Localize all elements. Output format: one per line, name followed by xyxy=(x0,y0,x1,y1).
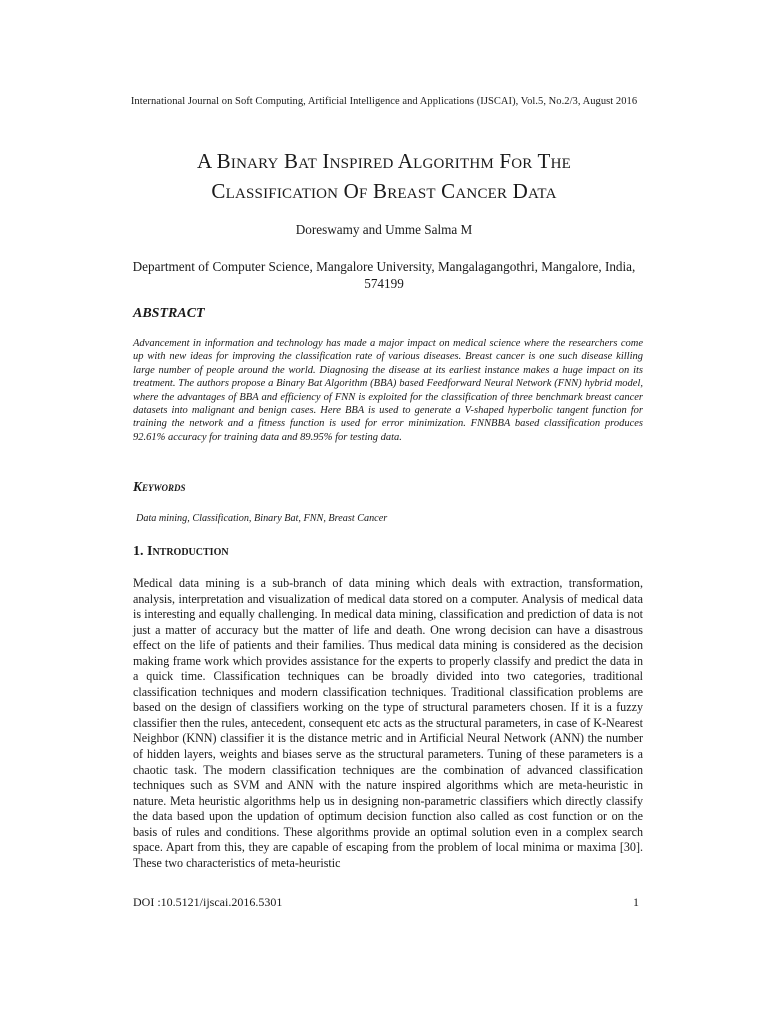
title-line-1: A Binary Bat Inspired Algorithm For The xyxy=(197,149,571,173)
keywords-text: Data mining, Classification, Binary Bat, FNN, Breast Cancer xyxy=(136,513,388,524)
page-number: 1 xyxy=(633,895,639,909)
affiliation: Department of Computer Science, Mangalore University, Mangalagangothri, Mangalore, India, 574199 xyxy=(132,259,636,291)
footer-doi: DOI :10.5121/ijscai.2016.5301 xyxy=(133,895,283,909)
running-header: International Journal on Soft Computing, Artificial Intelligence and Applications (IJSCAI), Vol.5, No.2/3, August 2016 xyxy=(130,96,638,107)
paper-title xyxy=(0,146,768,206)
abstract-text: Advancement in information and technology has made a major impact on medical science where the researchers come up with new ideas for improving the classification rate of various diseases. Breast cancer is one such disease killing large number of people around the world. Diagnosing the disease at its earliest instance makes a huge impact on its treatment. The authors propose a Binary Bat Algorithm (BBA) based Feedforward Neural Network (FNN) hybrid model, where the advantages of BBA and efficiency of FNN is exploited for the classification of three benchmark breast cancer datasets into malignant and benign cases. Here BBA is used to generate a V-shaped hyperbolic tangent function for training the network and a fitness function is used for error minimization. FNNBBA based classification produces 92.61% accuracy for training data and 89.95% for testing data. xyxy=(133,338,643,443)
abstract-heading: ABSTRACT xyxy=(133,306,205,321)
introduction-heading: 1. Introduction xyxy=(133,544,229,559)
introduction-body: Medical data mining is a sub-branch of data mining which deals with extraction, transformation, analysis, interpretation and visualization of medical data stored on a computer. Analysis of medical data is interesting and equally challenging. In medical data mining, classification and prediction of data is not just a matter of accuracy but the matter of life and death. One wrong decision can have a disastrous effect on the life of patients and their families. Thus medical data mining is considered as the decision making frame work which provides assistance for the experts to properly classify and predict the data in a quick time. Classification techniques can be broadly divided into two categories, traditional classification techniques and modern classification techniques. Traditional classification problems are based on the design of classifiers working on the type of structural parameters chosen. If it is a fuzzy classifier then the rules, antecedent, consequent etc acts as the structural parameters, in case of K-Nearest Neighbor (KNN) classifier it is the distance metric and in Artificial Neural Network (ANN) the number of hidden layers, weights and biases serve as the structural parameters. Tuning of these parameters is a chaotic task. The modern classification techniques are the combination of advanced classification techniques such as SVM and ANN with the nature inspired algorithms which are meta-heuristic in nature. Meta heuristic algorithms help us in designing non-parametric classifiers which directly classify the data based upon the updation of optimum decision function also called as cost function or on the basis of rules and conditions. These algorithms provide an optimal solution even in a complex search space. Apart from this, they are capable of escaping from the problem of local minima or maxima [30]. These two characteristics of meta-heuristic xyxy=(133,576,643,870)
keywords-heading: Keywords xyxy=(133,479,186,494)
title-line-2: Classification Of Breast Cancer Data xyxy=(211,179,557,203)
authors: Doreswamy and Umme Salma M xyxy=(295,222,473,237)
